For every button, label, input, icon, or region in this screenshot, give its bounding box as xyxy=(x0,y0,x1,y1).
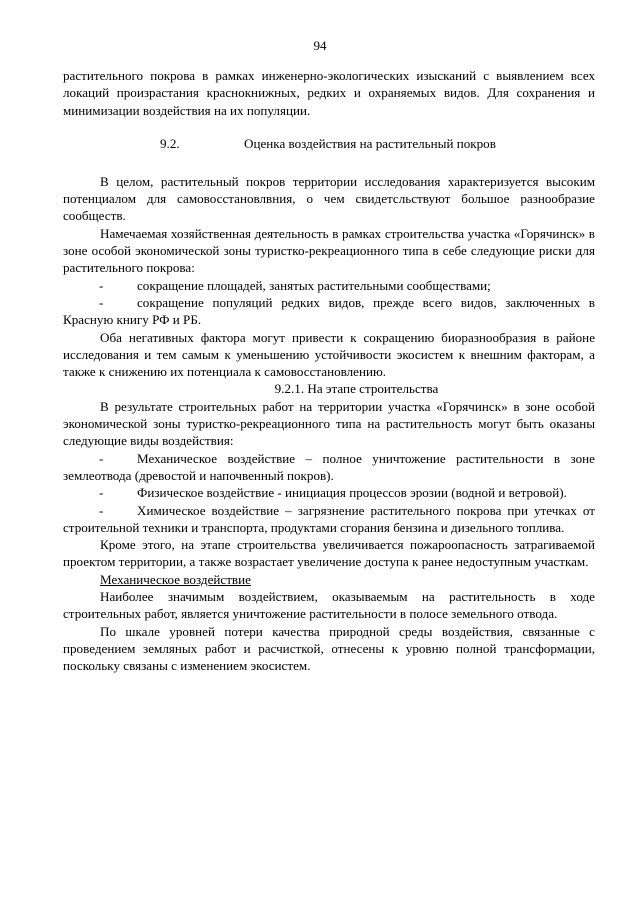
section-heading-9-2 xyxy=(63,135,595,155)
list-item xyxy=(63,502,595,537)
section-number: 9.2. xyxy=(160,135,180,151)
list-dash: - xyxy=(99,502,104,518)
list-item xyxy=(63,450,595,485)
paragraph: В результате строительных работ на территории участка «Горячинск» в зоне особой экономической зоны туристко-рекреационного типа на растительность могут быть оказаны следующие виды воздействия: xyxy=(63,398,595,449)
paragraph: По шкале уровней потери качества природной среды воздействия, связанные с проведением земляных работ и расчисткой, отнесены к уровню полной трансформации, поскольку связаны с изменением экосистем. xyxy=(63,623,595,674)
list-item-text: Механическое воздействие – полное уничтожение растительности в зоне землеотвода (древостой и напочвенный покров). xyxy=(63,450,595,483)
paragraph: Наиболее значимым воздействием, оказываемым на растительность в ходе строительных работ, является уничтожение растительности в полосе земельного отвода. xyxy=(63,589,595,622)
list-item-text: Физическое воздействие - инициация процессов эрозии (водной и ветровой). xyxy=(137,485,567,501)
page-number: 94 xyxy=(313,38,327,53)
subsection-heading-9-2-1: 9.2.1. На этапе строительства xyxy=(274,381,439,397)
list-item xyxy=(63,484,595,501)
paragraph: Кроме этого, на этапе строительства увеличивается пожароопасность затрагиваемой проектом территории, а также возрастает увеличение доступа к ранее недоступным участкам. xyxy=(63,537,595,570)
list-dash: - xyxy=(99,485,104,501)
list-dash: - xyxy=(99,450,104,466)
section-title: Оценка воздействия на растительный покров xyxy=(244,135,496,151)
underlined-heading: Механическое воздействие xyxy=(100,571,251,587)
list-item xyxy=(63,294,595,329)
paragraph: В целом, растительный покров территории исследования характеризуется высоким потенциалом для самовосстановлвния, о чем свидетсльствуют большое разнообразие сообществ. xyxy=(63,173,595,224)
list-dash: - xyxy=(99,294,104,310)
list-item-text: сокращение площадей, занятых растительными сообществами; xyxy=(137,277,491,293)
list-item-text: сокращение популяций редких видов, прежде всего видов, заключенных в Красную книгу РФ и РБ. xyxy=(63,294,595,328)
list-item xyxy=(63,277,595,294)
list-item-text: Химическое воздействие – загрязнение растительного покрова при утечках от строительной техники и транспорта, продуктами сгорания бензина и дизельного топлива. xyxy=(63,502,595,535)
document-body xyxy=(63,67,595,675)
paragraph: Намечаемая хозяйственная деятельность в рамках строительства участка «Горячинск» в зоне особой экономической зоны туристко-рекреационного типа в себе следующие риски для растительного покрова: xyxy=(63,225,595,276)
list-dash: - xyxy=(99,277,104,293)
mechanical-impact-heading xyxy=(63,571,595,588)
paragraph: Оба негативных фактора могут привести к сокращению биоразнообразия в районе исследования и тем самым к уменьшению устойчивости экосистем к внешним факторам, а также к снижению их потенциала к самовосстановлению. xyxy=(63,329,595,380)
intro-paragraph: растительного покрова в рамках инженерно-экологических изысканий с выявлением всех локаций произрастания краснокнижных, редких и охраняемых видов. Для сохранения и минимизации воздействия на их популяции. xyxy=(63,68,595,118)
